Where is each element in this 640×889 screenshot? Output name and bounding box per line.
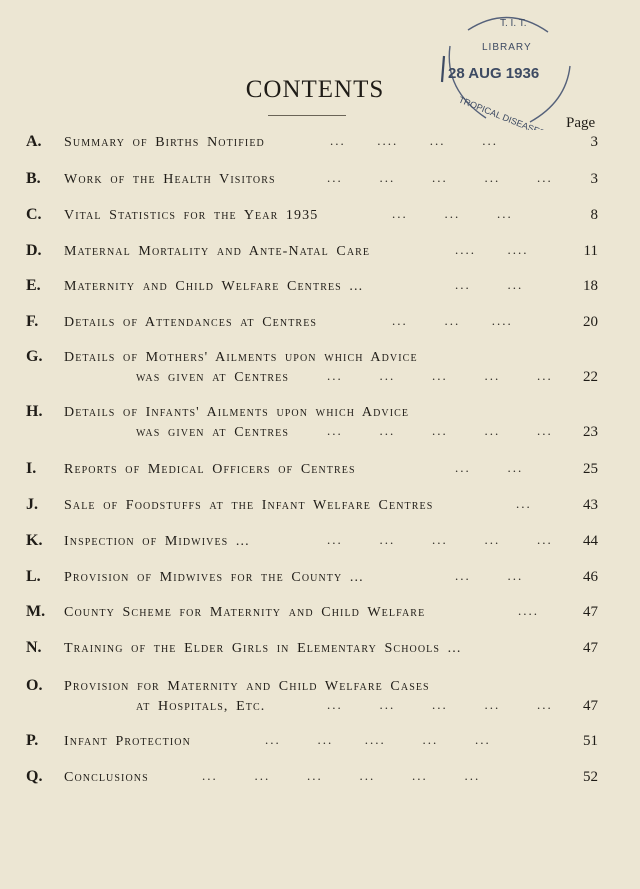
entry-letter: E. bbox=[26, 277, 41, 294]
entry-leader-dots: ... ... .... ... ... bbox=[265, 732, 491, 747]
entry-leader-dots: ... ... .... bbox=[392, 313, 513, 328]
entry-letter: F. bbox=[26, 313, 39, 330]
entry-letter: J. bbox=[26, 496, 38, 513]
entry-title-line: Details of Attendances at Centres bbox=[64, 315, 318, 330]
entry-leader-dots: ... ... ... ... ... bbox=[327, 170, 553, 185]
entry-leader-dots: ... ... ... ... ... bbox=[327, 368, 553, 383]
entry-letter: K. bbox=[26, 532, 43, 549]
entry-page-number: 3 bbox=[590, 134, 598, 150]
entry-title-line: Sale of Foodstuffs at the Infant Welfare Centres bbox=[64, 498, 434, 513]
entry-page-number: 51 bbox=[583, 733, 598, 749]
entry-title-line: Summary of Births Notified bbox=[64, 135, 265, 150]
entry-leader-dots: ... .... ... ... bbox=[330, 133, 498, 148]
library-stamp bbox=[438, 10, 576, 130]
entry-title-line: at Hospitals, Etc. bbox=[136, 699, 266, 714]
entry-page-number: 47 bbox=[583, 604, 598, 620]
entry-title-line: Inspection of Midwives ... bbox=[64, 534, 250, 549]
entry-title-line: Details of Infants' Ailments upon which Advice bbox=[64, 405, 410, 420]
entry-letter: D. bbox=[26, 242, 42, 259]
entry-title-line: Infant Protection bbox=[64, 734, 191, 749]
stamp-library-text: LIBRARY bbox=[482, 42, 532, 53]
entry-leader-dots: ... ... ... ... ... bbox=[327, 697, 553, 712]
entry-title-line: Training of the Elder Girls in Elementary Schools ... bbox=[64, 641, 462, 656]
entry-page-number: 25 bbox=[583, 461, 598, 477]
entry-leader-dots: ... ... ... ... ... ... bbox=[202, 768, 481, 783]
entry-leader-dots: ... ... ... ... ... bbox=[327, 532, 553, 547]
entry-page-number: 52 bbox=[583, 769, 598, 785]
entry-page-number: 47 bbox=[583, 698, 598, 714]
contents-title: CONTENTS bbox=[245, 76, 385, 103]
entry-title-line: Provision for Maternity and Child Welfare Cases bbox=[64, 679, 430, 694]
entry-letter: H. bbox=[26, 403, 43, 420]
entry-letter: A. bbox=[26, 133, 42, 150]
entry-page-number: 20 bbox=[583, 314, 598, 330]
entry-leader-dots: ... ... bbox=[455, 460, 524, 475]
entry-letter: N. bbox=[26, 639, 42, 656]
entry-title-line: Reports of Medical Officers of Centres bbox=[64, 462, 356, 477]
entry-title-line: was given at Centres bbox=[136, 425, 290, 440]
title-rule bbox=[268, 115, 346, 116]
entry-title-line: Details of Mothers' Ailments upon which Advice bbox=[64, 350, 418, 365]
entry-letter: B. bbox=[26, 170, 41, 187]
entry-leader-dots: ... ... bbox=[455, 568, 524, 583]
entry-title-line: Maternal Mortality and Ante-Natal Care bbox=[64, 244, 371, 259]
entry-letter: P. bbox=[26, 732, 39, 749]
entry-letter: L. bbox=[26, 568, 41, 585]
entry-leader-dots: ... ... ... ... ... bbox=[327, 423, 553, 438]
entry-letter: C. bbox=[26, 206, 42, 223]
entry-page-number: 23 bbox=[583, 424, 598, 440]
entry-letter: G. bbox=[26, 348, 43, 365]
entry-letter: M. bbox=[26, 603, 46, 620]
entry-title-line: was given at Centres bbox=[136, 370, 290, 385]
entry-page-number: 47 bbox=[583, 640, 598, 656]
entry-leader-dots: ... ... ... bbox=[392, 206, 513, 221]
entry-letter: O. bbox=[26, 677, 43, 694]
entry-page-number: 43 bbox=[583, 497, 598, 513]
entry-title-line: Work of the Health Visitors bbox=[64, 172, 276, 187]
library-stamp-seal bbox=[438, 10, 576, 130]
entry-title-line: Conclusions bbox=[64, 770, 149, 785]
entry-title-line: Maternity and Child Welfare Centres ... bbox=[64, 279, 364, 294]
stamp-date-text: 28 AUG 1936 bbox=[448, 65, 540, 82]
entry-letter: Q. bbox=[26, 768, 43, 785]
page-column-header: Page bbox=[566, 115, 596, 131]
stamp-bottom-text: TROPICAL DISEASES bbox=[457, 94, 547, 130]
entry-page-number: 22 bbox=[583, 369, 598, 385]
entry-page-number: 11 bbox=[583, 243, 598, 259]
entry-leader-dots: .... .... bbox=[455, 242, 529, 257]
entry-page-number: 46 bbox=[583, 569, 598, 585]
entry-letter: I. bbox=[26, 460, 37, 477]
entry-page-number: 44 bbox=[583, 533, 598, 549]
entry-page-number: 18 bbox=[583, 278, 598, 294]
entry-page-number: 3 bbox=[590, 171, 598, 187]
entry-leader-dots: ... ... bbox=[455, 277, 524, 292]
entry-title-line: Provision of Midwives for the County ... bbox=[64, 570, 364, 585]
entry-page-number: 8 bbox=[590, 207, 598, 223]
entry-title-line: Vital Statistics for the Year 1935 bbox=[64, 208, 319, 223]
stamp-top-text: T. I. T. bbox=[500, 18, 527, 29]
entry-leader-dots: .... bbox=[518, 603, 539, 618]
entry-leader-dots: ... bbox=[516, 496, 532, 511]
entry-title-line: County Scheme for Maternity and Child Welfare bbox=[64, 605, 426, 620]
